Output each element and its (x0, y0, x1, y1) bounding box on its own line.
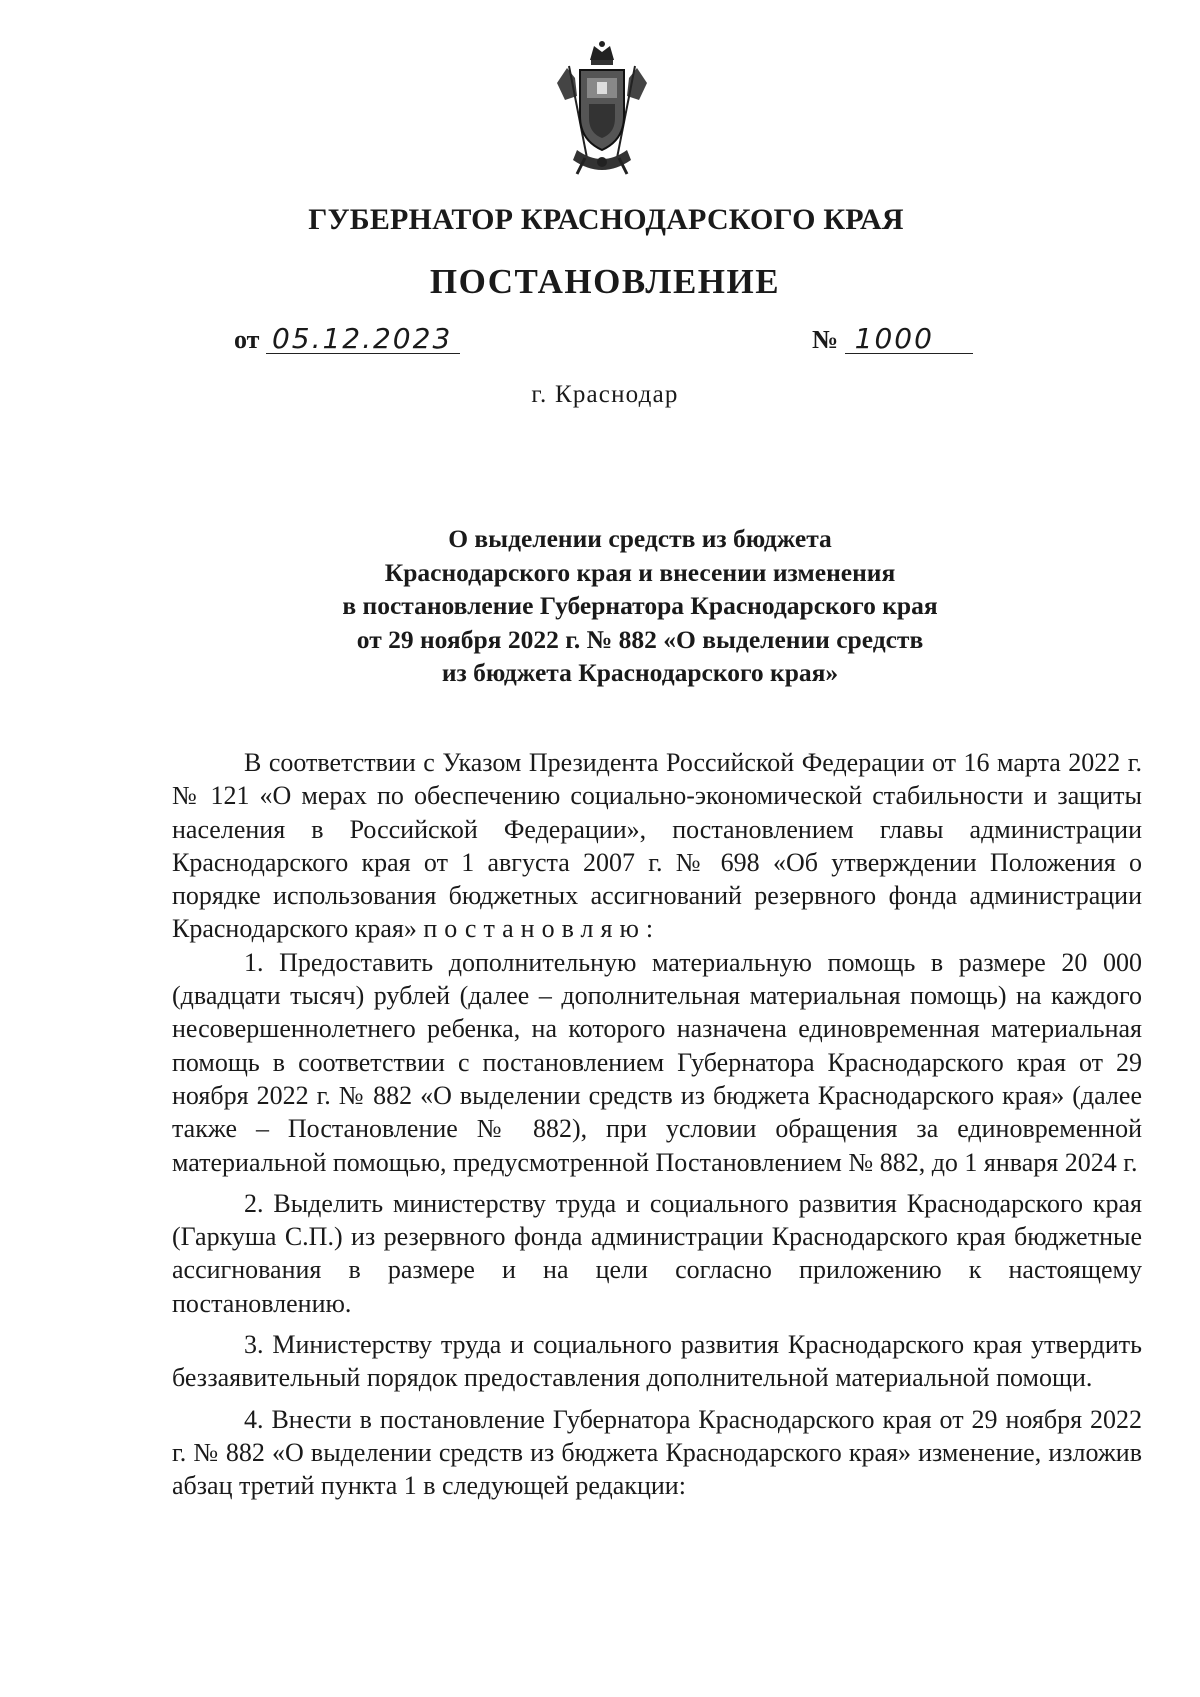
number-value: 1000 (845, 325, 973, 354)
decree-word: постановляю: (423, 914, 661, 944)
clause-1: 1. Предоставить дополнительную материальную помощь в размере 20 000 (двадцати тысяч) рублей (далее – дополнительная материальная помощь) на каждого несовершеннолетнего ребенка, на которого назначена единовременная материальная помощь в соответствии с постановлением Губернатора Краснодарского края от 29 ноября 2022 г. № 882 «О выделении средств из бюджета Краснодарского края» (далее также – Постановление № 882), при условии обращения за единовременной материальной помощью, предусмотренной Постановлением № 882, до 1 января 2024 г. (172, 947, 1142, 1177)
preamble-paragraph (172, 746, 1142, 946)
preamble-text: В соответствии с Указом Президента Российской Федерации от 16 марта 2022 г. № 121 «О мерах по обеспечению социально-экономической стабильности и защиты населения в Российской Федерации», постановлением главы администрации Краснодарского края от 1 августа 2007 г. № 698 «Об утверждении Положения о порядке использования бюджетных ассигнований резервного фонда администрации Краснодарского края» (172, 748, 1142, 944)
clause-3: 3. Министерству труда и социального развития Краснодарского края утвердить беззаявительный порядок предоставления дополнительной материальной помощи. (172, 1330, 1142, 1393)
issuer-heading: ГУБЕРНАТОР КРАСНОДАРСКОГО КРАЯ (308, 203, 904, 236)
krasnodar-coat-of-arms-icon (547, 38, 657, 178)
date-value: 05.12.2023 (266, 325, 460, 354)
clause-4: 4. Внести в постановление Губернатора Краснодарского края от 29 ноября 2022 г. № 882 «О выделении средств из бюджета Краснодарского края» изменение, изложив абзац третий пункта 1 в следующей редакции: (172, 1404, 1142, 1501)
clause-2: 2. Выделить министерству труда и социального развития Краснодарского края (Гаркуша С.П.) из резервного фонда администрации Краснодарского края бюджетные ассигнования в размере и на цели согласно приложению к настоящему постановлению. (172, 1188, 1142, 1318)
document-type-heading: ПОСТАНОВЛЕНИЕ (429, 262, 781, 301)
city-line: г. Краснодар (531, 381, 679, 408)
document-body (172, 746, 1142, 1503)
date-line (234, 322, 460, 355)
title-line: Краснодарского края и внесении изменения (384, 557, 896, 587)
document-title (240, 522, 1040, 690)
title-line: О выделении средств из бюджета (448, 524, 832, 553)
title-line: в постановление Губернатора Краснодарского края (342, 591, 938, 620)
number-line (812, 322, 973, 355)
number-prefix: № (812, 325, 839, 354)
title-line: от 29 ноября 2022 г. № 882 «О выделении средств (356, 624, 924, 654)
date-prefix: от (234, 325, 260, 354)
title-line: из бюджета Краснодарского края» (441, 658, 839, 687)
